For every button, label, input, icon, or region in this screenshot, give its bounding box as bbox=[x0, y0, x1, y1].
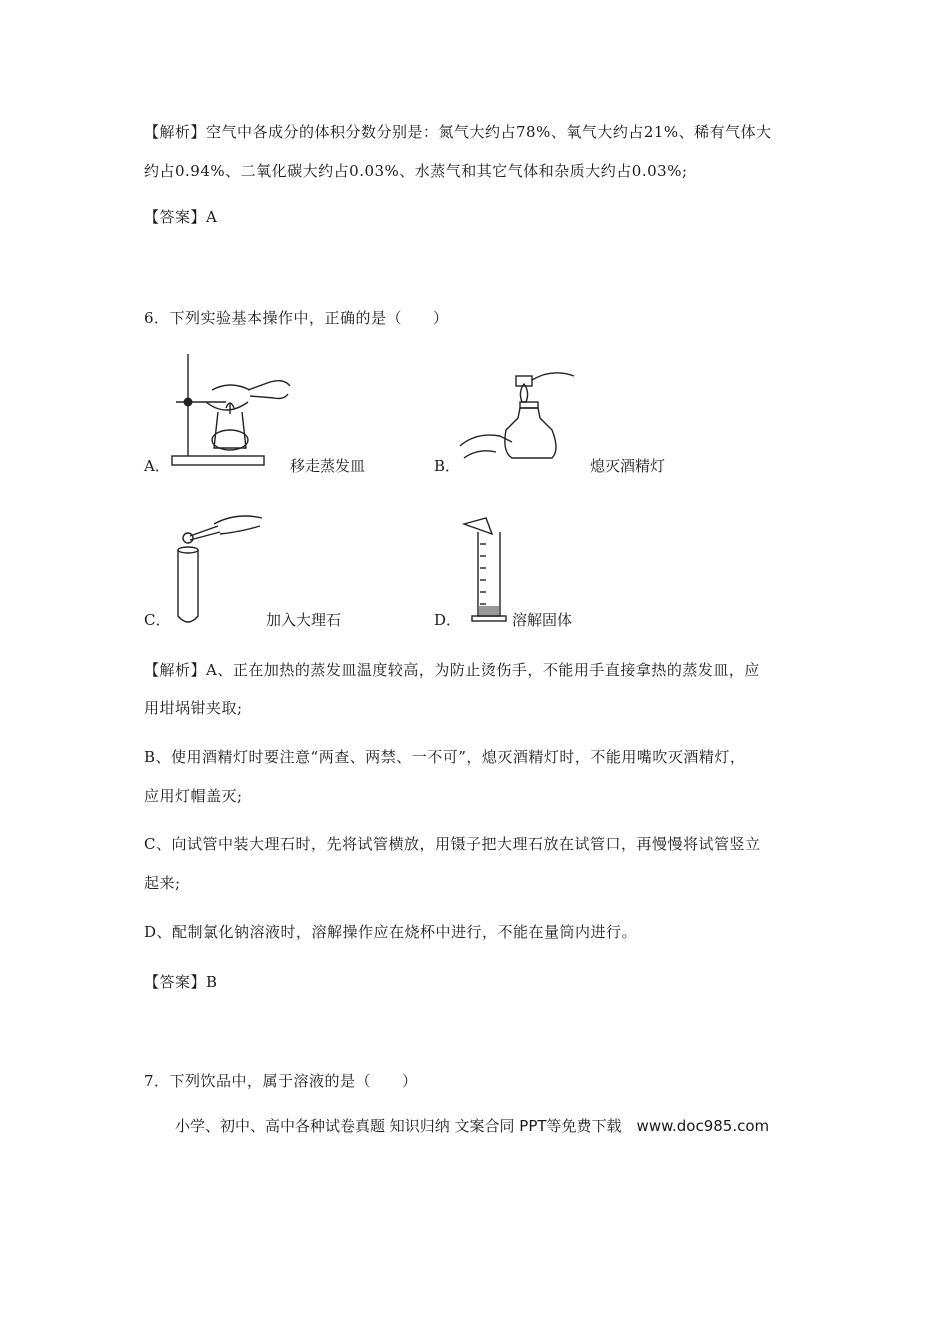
option-a-caption: 移走蒸发皿 bbox=[290, 457, 366, 475]
figure-option-d bbox=[458, 514, 528, 624]
option-b-letter: B． bbox=[434, 457, 461, 475]
analysis-line: 起来; bbox=[144, 874, 181, 892]
figure-option-b bbox=[456, 362, 586, 472]
option-d-caption: 溶解固体 bbox=[512, 611, 573, 629]
question-7-stem: 7．下列饮品中，属于溶液的是（ ） bbox=[144, 1072, 418, 1090]
option-c-caption: 加入大理石 bbox=[266, 611, 342, 629]
answer-text: 【答案】B bbox=[144, 973, 218, 991]
analysis-line: 约占0.94%、二氧化碳大约占0.03%、水蒸气和其它气体和杂质大约占0.03%; bbox=[144, 162, 688, 180]
analysis-line: 【解析】空气中各成分的体积分数分别是：氮气大约占78%、氧气大约占21%、稀有气体大 bbox=[144, 123, 772, 141]
option-d-letter: D． bbox=[434, 611, 462, 629]
analysis-line: C、向试管中装大理石时，先将试管横放，用镊子把大理石放在试管口，再慢慢将试管竖立 bbox=[144, 835, 761, 853]
answer-text: 【答案】A bbox=[144, 208, 218, 226]
figure-option-a bbox=[166, 352, 296, 472]
analysis-line: 应用灯帽盖灭; bbox=[144, 787, 243, 805]
analysis-line: B、使用酒精灯时要注意“两查、两禁、一不可”，熄灭酒精灯时，不能用嘴吹灭酒精灯， bbox=[144, 748, 746, 766]
option-c-letter: C． bbox=[144, 611, 171, 629]
option-b-caption: 熄灭酒精灯 bbox=[590, 457, 666, 475]
analysis-line: 用坩埚钳夹取; bbox=[144, 699, 243, 717]
question-6-stem: 6．下列实验基本操作中，正确的是（ ） bbox=[144, 309, 449, 327]
option-a-letter: A． bbox=[144, 457, 170, 475]
analysis-line: D、配制氯化钠溶液时，溶解操作应在烧杯中进行，不能在量筒内进行。 bbox=[144, 923, 638, 941]
analysis-line: 【解析】A、正在加热的蒸发皿温度较高，为防止烫伤手，不能用手直接拿热的蒸发皿，应 bbox=[144, 661, 760, 679]
page-footer: 小学、初中、高中各种试卷真题 知识归纳 文案合同 PPT等免费下载 www.doc985.com bbox=[175, 1117, 770, 1135]
figure-option-c bbox=[166, 510, 276, 630]
